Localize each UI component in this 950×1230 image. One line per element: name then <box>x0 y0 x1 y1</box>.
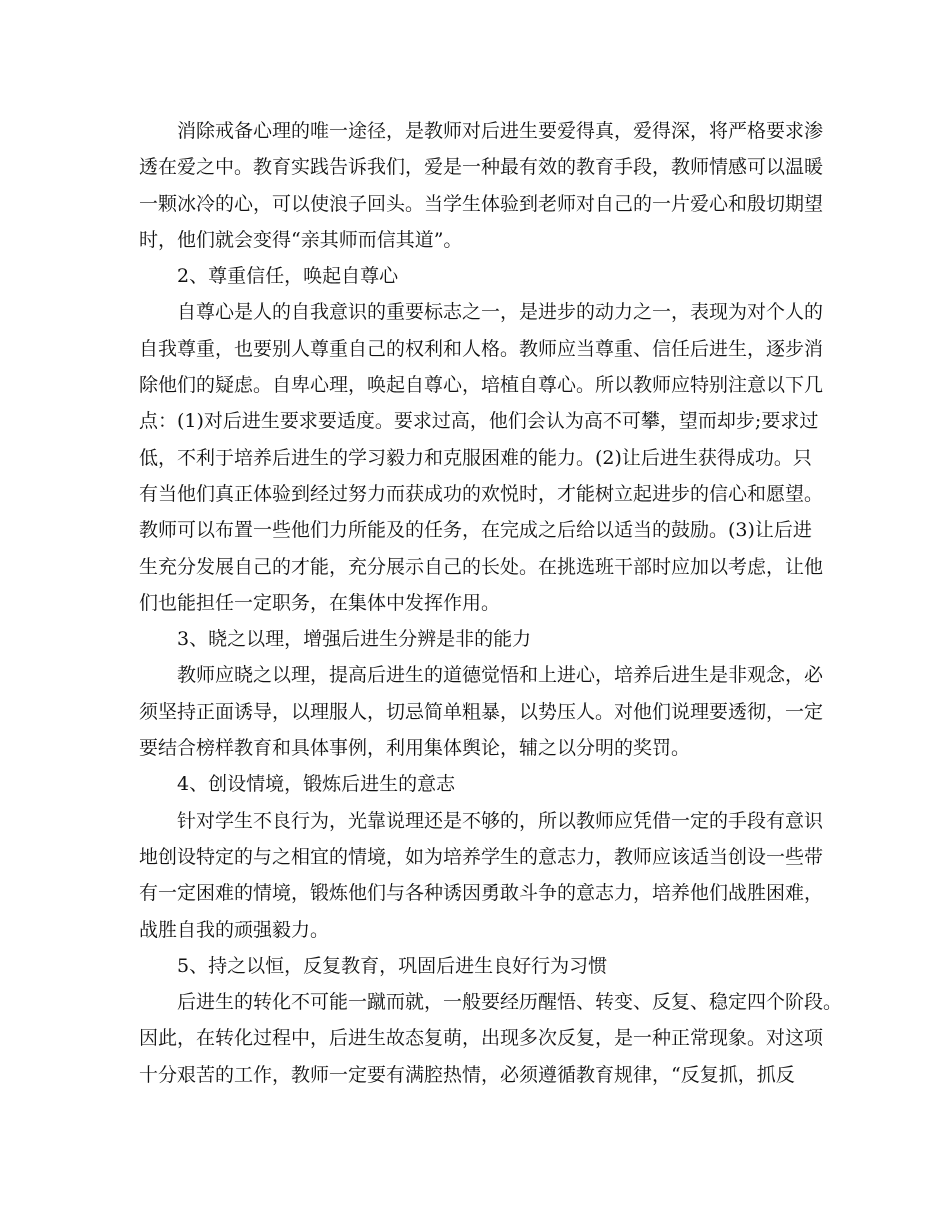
text-line: 时，他们就会变得“亲其师而信其道”。 <box>139 228 463 251</box>
text-line: 要结合榜样教育和具体事例，利用集体舆论，辅之以分明的奖罚。 <box>139 737 691 760</box>
text-line: 十分艰苦的工作，教师一定要有满腔热情，必须遵循教育规律，“反复抓，抓反 <box>139 1063 795 1086</box>
text-line: 生充分发展自己的才能，充分展示自己的长处。在挑选班干部时应加以考虑，让他 <box>139 555 824 578</box>
text-line: 有当他们真正体验到经过努力而获成功的欢悦时，才能树立起进步的信心和愿望。 <box>139 482 824 505</box>
text-line: 自尊心是人的自我意识的重要标志之一，是进步的动力之一，表现为对个人的 <box>177 301 824 324</box>
text-line: 有一定困难的情境，锻炼他们与各种诱因勇敢斗争的意志力，培养他们战胜困难， <box>139 882 824 905</box>
text-line: 后进生的转化不可能一蹴而就，一般要经历醒悟、转变、反复、稳定四个阶段。 <box>177 991 843 1014</box>
text-line: 除他们的疑虑。自卑心理，唤起自尊心，培植自尊心。所以教师应特别注意以下几 <box>139 374 824 397</box>
section-heading: 2、尊重信任，唤起自尊心 <box>177 265 399 288</box>
document-body <box>139 113 843 1093</box>
text-line: 地创设特定的与之相宜的情境，如为培养学生的意志力，教师应该适当创设一些带 <box>139 845 824 868</box>
text-line: 消除戒备心理的唯一途径，是教师对后进生要爱得真，爱得深，将严格要求渗 <box>177 120 824 142</box>
text-line: 低，不利于培养后进生的学习毅力和克服困难的能力。(2)让后进生获得成功。只 <box>139 446 812 469</box>
text-line: 们也能担任一定职务，在集体中发挥作用。 <box>139 591 501 614</box>
text-line: 一颗冰冷的心，可以使浪子回头。当学生体验到老师对自己的一片爱心和殷切期望 <box>139 192 824 215</box>
text-line: 战胜自我的顽强毅力。 <box>139 918 330 941</box>
text-line: 须坚持正面诱导，以理服人，切忌简单粗暴，以势压人。对他们说理要透彻，一定 <box>139 700 824 723</box>
text-line: 点：(1)对后进生要求要适度。要求过高，他们会认为高不可攀，望而却步;要求过 <box>139 410 819 433</box>
section-heading: 5、持之以恒，反复教育，巩固后进生良好行为习惯 <box>177 954 608 977</box>
text-line: 透在爱之中。教育实践告诉我们，爱是一种最有效的教育手段，教师情感可以温暖 <box>139 156 824 179</box>
text-line: 因此，在转化过程中，后进生故态复萌，出现多次反复，是一种正常现象。对这项 <box>139 1027 824 1050</box>
section-heading: 3、晓之以理，增强后进生分辨是非的能力 <box>177 628 532 651</box>
text-line: 针对学生不良行为，光靠说理还是不够的，所以教师应凭借一定的手段有意识 <box>177 809 824 832</box>
text-line: 教师可以布置一些他们力所能及的任务，在完成之后给以适当的鼓励。(3)让后进 <box>139 519 812 542</box>
text-line: 教师应晓之以理，提高后进生的道德觉悟和上进心，培养后进生是非观念，必 <box>177 664 824 687</box>
text-line: 自我尊重，也要别人尊重自己的权利和人格。教师应当尊重、信任后进生，逐步消 <box>139 337 824 360</box>
section-heading: 4、创设情境，锻炼后进生的意志 <box>177 773 456 796</box>
